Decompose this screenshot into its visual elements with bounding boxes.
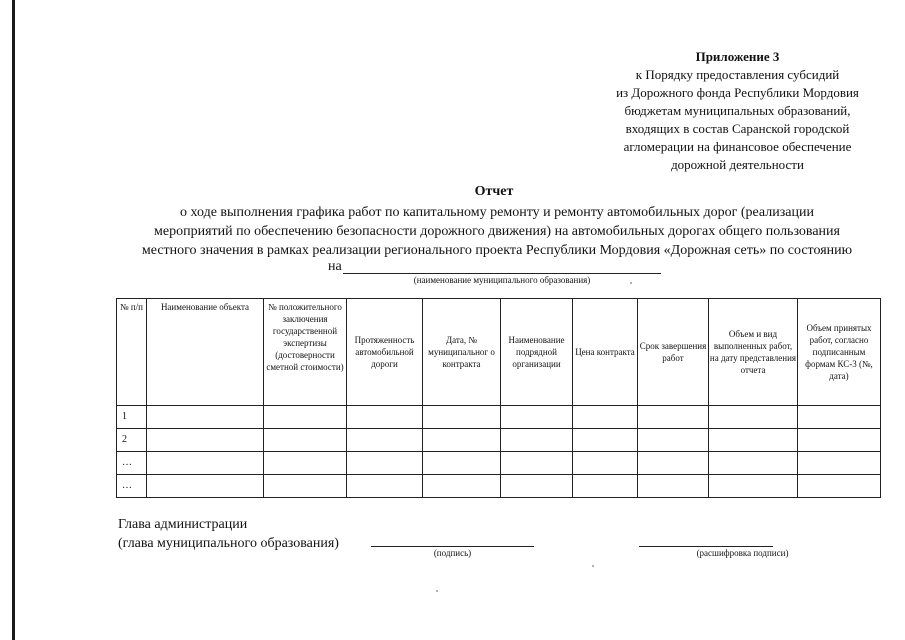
table-cell [347,475,423,498]
on-label: на [328,259,342,274]
col-header-deadline: Срок завершения работ [638,299,709,406]
signatory-block [118,515,339,553]
table-cell [264,475,347,498]
table-cell [638,429,709,452]
table-cell: … [117,475,147,498]
table-cell [798,475,881,498]
table-cell [638,406,709,429]
table-cell [638,452,709,475]
table-cell [423,406,501,429]
col-header-completed-works: Объем и вид выполненных работ, на дату представления отчета [709,299,798,406]
table-row [117,452,881,475]
scan-edge [12,0,15,640]
col-header-expertise: № положительного заключения государственной экспертизы (достоверности сметной стоимости) [264,299,347,406]
table-cell [709,452,798,475]
table-cell [147,406,264,429]
table-cell [147,452,264,475]
signatory-subtitle: (глава муниципального образования) [118,536,339,551]
table-cell: 2 [117,429,147,452]
signature-decode-field[interactable] [639,546,773,547]
table-cell [347,406,423,429]
table-cell [709,429,798,452]
table-cell [573,429,638,452]
report-description [112,203,882,260]
table-cell [573,406,638,429]
col-header-contract-date: Дата, № муниципальног о контракта [423,299,501,406]
table-cell [264,452,347,475]
col-header-length: Протяженность автомобильной дороги [347,299,423,406]
report-line: о ходе выполнения графика работ по капитальному ремонту и ремонту автомобильных дорог (реализации [180,205,814,220]
appendix-line: к Порядку предоставления субсидий [635,67,840,82]
table-header-row [117,299,881,406]
table-row [117,429,881,452]
table-cell [573,475,638,498]
report-line: местного значения в рамках реализации регионального проекта Республики Мордовия «Дорожная сеть» по состоянию [141,243,853,258]
municipality-field[interactable] [343,273,661,274]
table-row [117,406,881,429]
table-cell [798,452,881,475]
table-cell [709,475,798,498]
report-table [116,298,881,498]
appendix-title: Приложение 3 [695,49,780,64]
table-cell [147,475,264,498]
scan-speck [630,282,632,284]
table-cell [798,406,881,429]
table-cell [501,475,573,498]
scan-speck [436,590,438,592]
table-cell [423,475,501,498]
table-cell [147,429,264,452]
report-title: Отчет [474,184,514,199]
table-cell [347,452,423,475]
table-cell [347,429,423,452]
col-header-contractor: Наименование подрядной организации [501,299,573,406]
table-cell [501,429,573,452]
report-line: мероприятий по обеспечению безопасности дорожного движения) на автомобильных дорогах общего пользования [154,224,840,239]
table-cell [501,406,573,429]
signature-decode-caption: (расшифровка подписи) [696,548,789,558]
signatory-title: Глава администрации [118,517,248,532]
signature-caption: (подпись) [433,548,472,558]
table-cell [501,452,573,475]
col-header-number: № п/п [117,299,147,406]
table-cell [423,452,501,475]
table-cell: 1 [117,406,147,429]
appendix-line: агломерации на финансовое обеспечение [623,139,852,154]
col-header-contract-price: Цена контракта [573,299,638,406]
col-header-accepted-works: Объем принятых работ, согласно подписанным формам КС-3 (№, дата) [798,299,881,406]
col-header-object-name: Наименование объекта [147,299,264,406]
table-cell: … [117,452,147,475]
appendix-line: дорожной деятельности [671,157,804,172]
scan-speck [592,565,594,567]
table-row [117,475,881,498]
appendix-line: бюджетам муниципальных образований, [624,103,851,118]
appendix-line: из Дорожного фонда Республики Мордовия [616,85,859,100]
table-cell [264,429,347,452]
signature-field[interactable] [371,546,534,547]
table-cell [798,429,881,452]
appendix-block [560,48,905,174]
table-cell [423,429,501,452]
table-cell [264,406,347,429]
table-cell [709,406,798,429]
table-cell [638,475,709,498]
municipality-caption: (наименование муниципального образования) [413,275,591,285]
appendix-line: входящих в состав Саранской городской [625,121,850,136]
table-cell [573,452,638,475]
